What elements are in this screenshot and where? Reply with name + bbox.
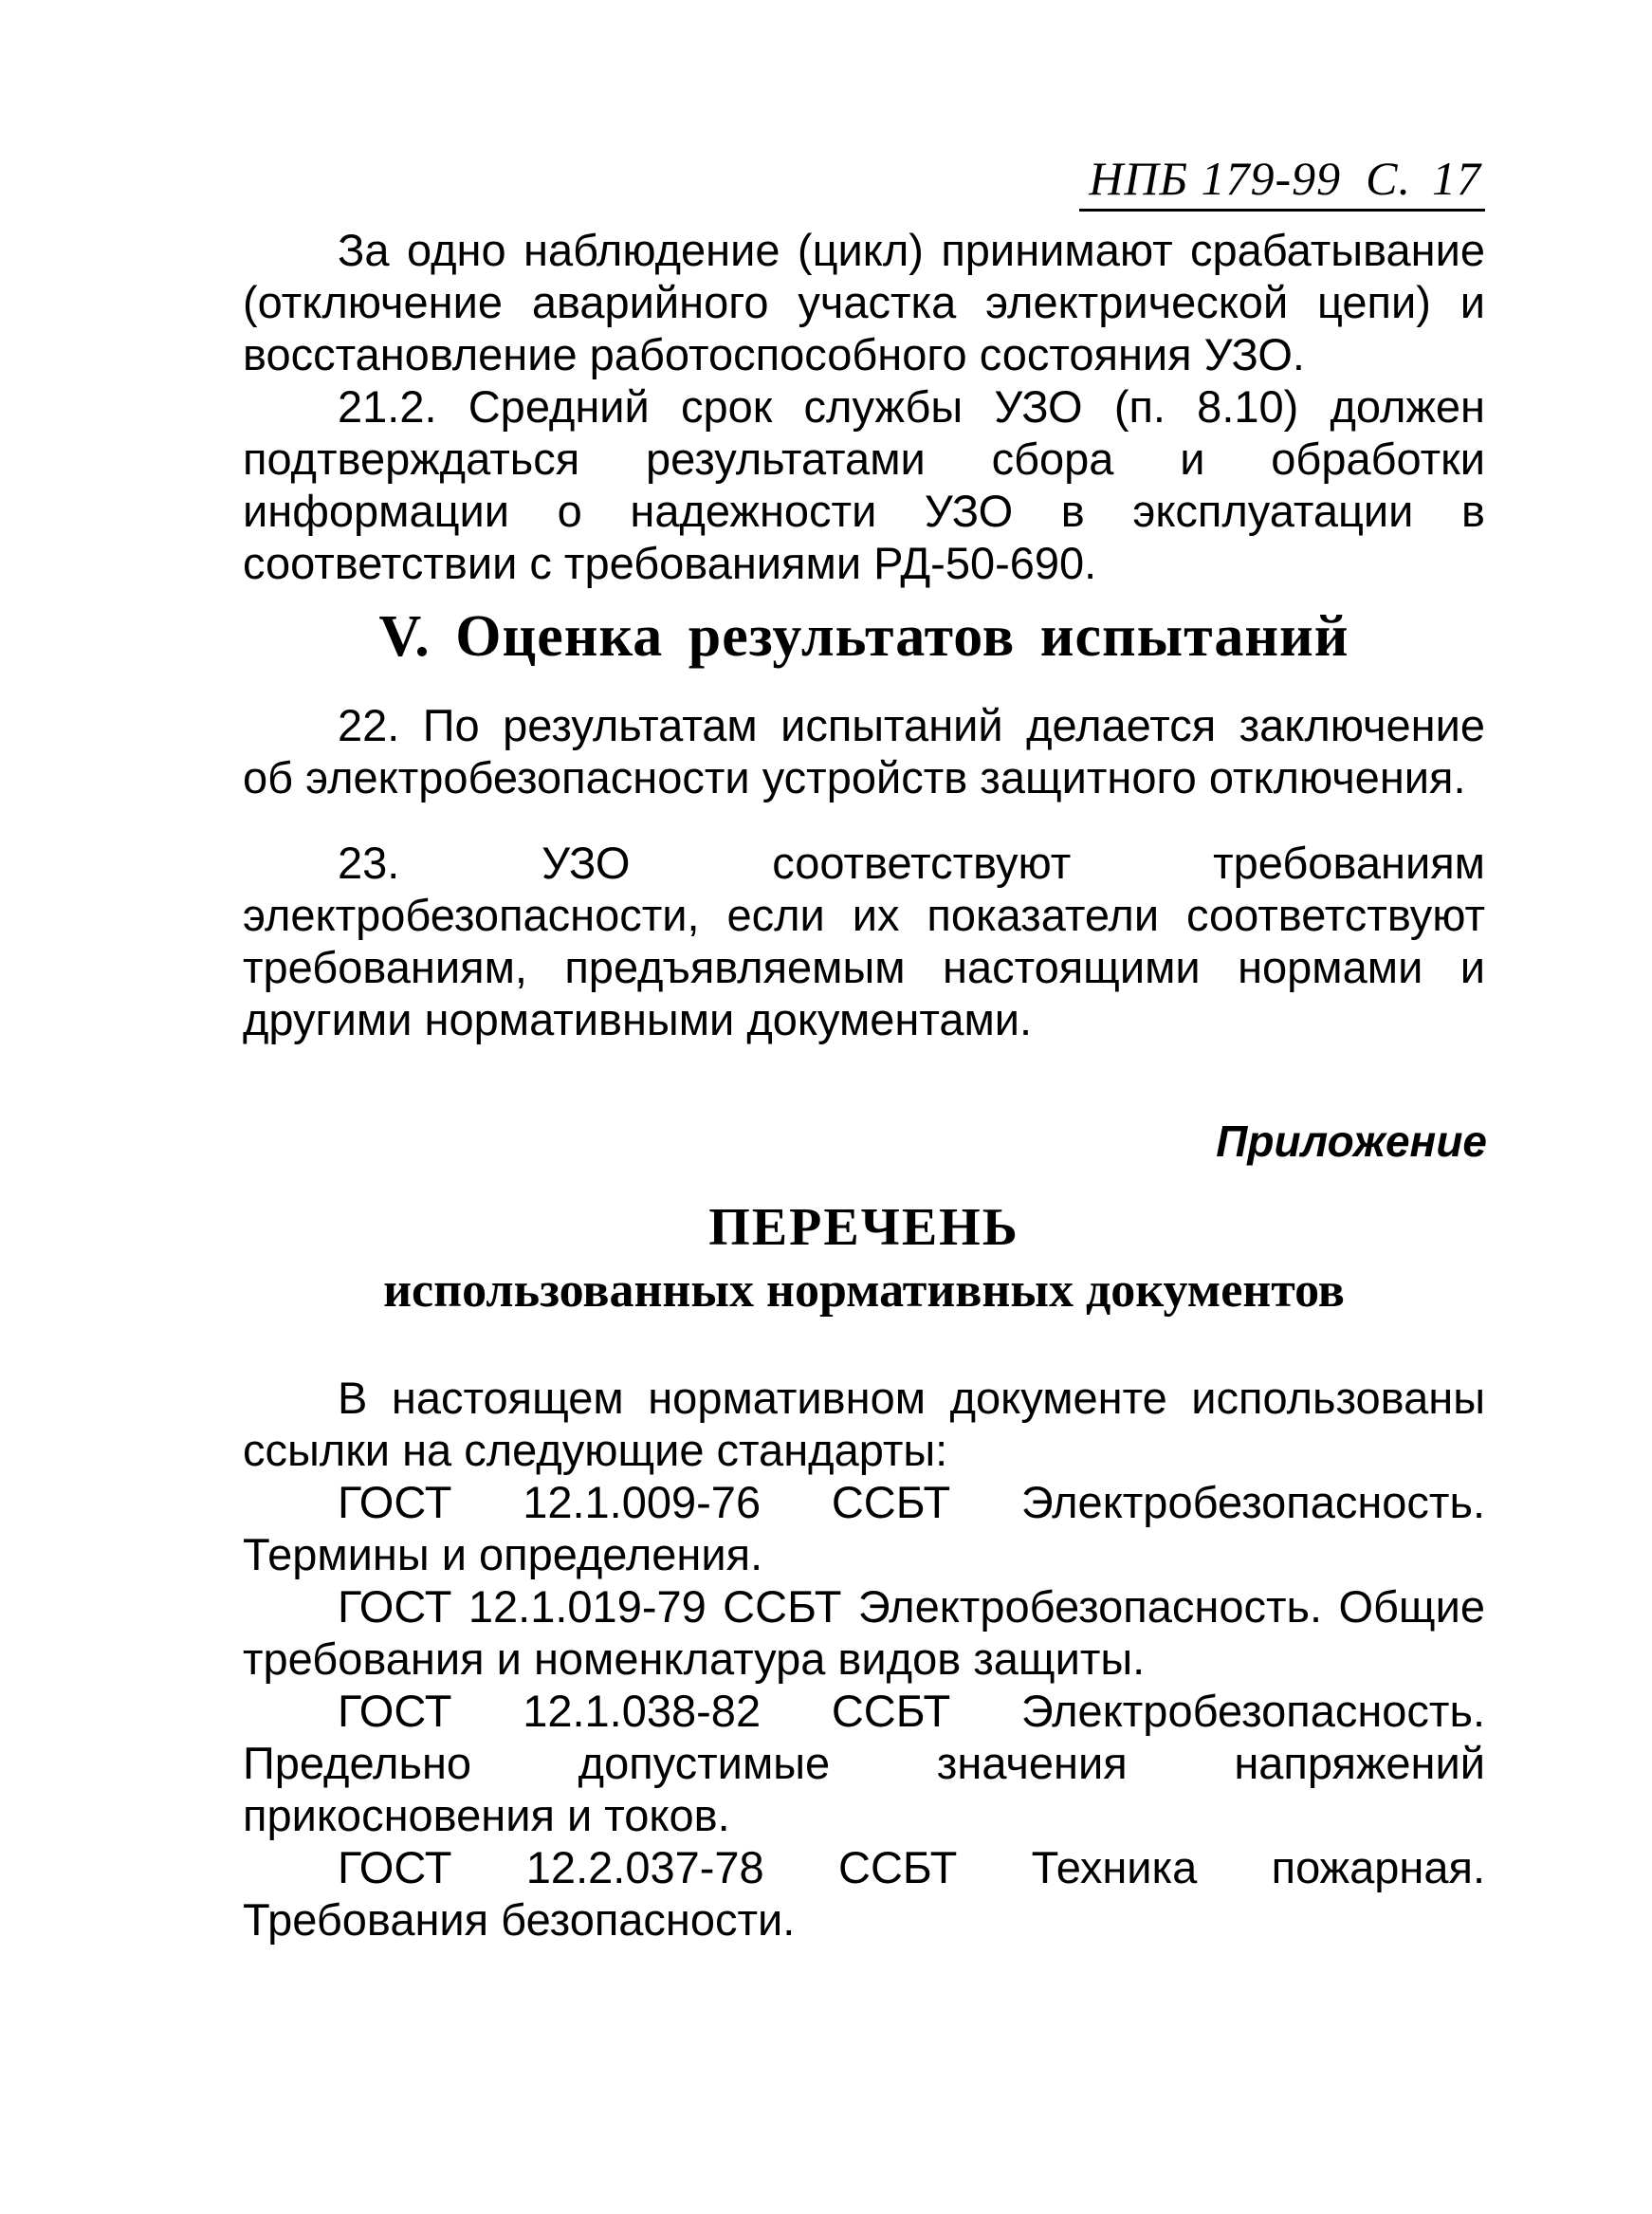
paragraph: 22. По результатам испытаний делается заключение об электробезопасности устройств защитного отключения. <box>243 700 1485 803</box>
paragraph: В настоящем нормативном документе использованы ссылки на следующие стандарты: <box>243 1373 1485 1475</box>
paragraph: 23. УЗО соответствуют требованиям электробезопасности, если их показатели соответствуют требованиям, предъявляемым настоящими нормами и другими нормативными документами. <box>243 838 1485 1044</box>
appendix-title: ПЕРЕЧЕНЬ <box>708 1198 1019 1257</box>
appendix-label: Приложение <box>1216 1116 1487 1166</box>
page-number: 17 <box>1432 152 1481 205</box>
intro-paragraphs <box>243 224 1485 589</box>
doc-code: НПБ 179-99 <box>1089 152 1342 205</box>
paragraph: За одно наблюдение (цикл) принимают срабатывание (отключение аварийного участка электрической цепи) и восстановление работоспособного состояния УЗО. <box>243 225 1485 379</box>
standard-reference: ГОСТ 12.1.038-82 ССБТ Электробезопасность. Предельно допустимые значения напряжений прикосновения и токов. <box>243 1686 1485 1840</box>
page-prefix: С. <box>1366 152 1411 205</box>
standard-reference: ГОСТ 12.2.037-78 ССБТ Техника пожарная. Требования безопасности. <box>243 1842 1485 1945</box>
section-paragraph-22 <box>243 699 1485 803</box>
standard-reference: ГОСТ 12.1.009-76 ССБТ Электробезопасность. Термины и определения. <box>243 1477 1485 1579</box>
appendix-subtitle: использованных нормативных документов <box>383 1264 1345 1318</box>
page-header <box>1079 150 1485 212</box>
paragraph: 21.2. Средний срок службы УЗО (п. 8.10) должен подтверждаться результатами сбора и обработки информации о надежности УЗО в эксплуатации в соответствии с требованиями РД-50-690. <box>243 381 1485 588</box>
section-paragraph-23 <box>243 837 1485 1045</box>
section-title: V. Оценка результатов испытаний <box>378 604 1349 669</box>
appendix-paragraphs <box>243 1372 1485 1946</box>
standard-reference: ГОСТ 12.1.019-79 ССБТ Электробезопасность. Общие требования и номенклатура видов защиты. <box>243 1581 1485 1684</box>
